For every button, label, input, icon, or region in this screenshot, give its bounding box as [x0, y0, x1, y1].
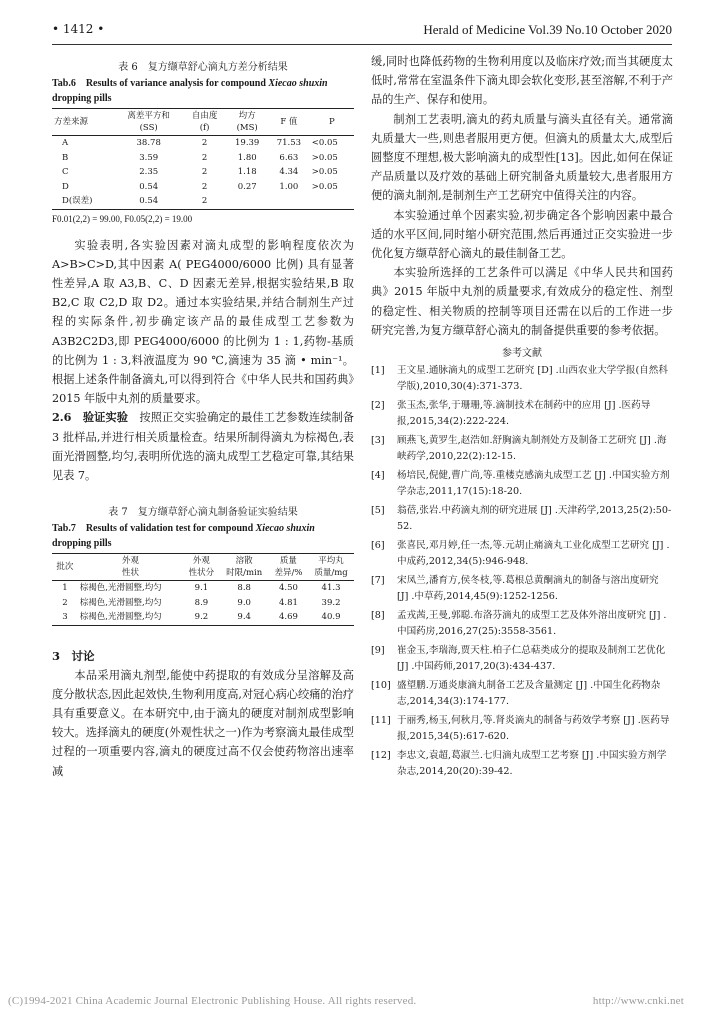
table7-cell: 棕褐色,光滑圆整,均匀 — [79, 583, 162, 594]
table6-header: 自由度 (f) — [191, 111, 218, 133]
table7-header: 平均丸 质量/mg — [314, 556, 348, 579]
table7-title-en: Tab.7 Results of validation test for compound Xiecao shuxin dropping pills — [52, 523, 315, 550]
page-number: • 1412 • — [52, 22, 105, 36]
copyright-footer: (C)1994-2021 China Academic Journal Electronic Publishing House. All rights reserved. — [8, 995, 417, 1007]
table6-cell: >0.05 — [311, 152, 338, 163]
table7-cell: 40.9 — [321, 612, 341, 623]
table7-cell: 4.69 — [278, 612, 298, 623]
reference-number: [12] — [371, 750, 391, 762]
reference-text: 盛望鹏.万通炎康滴丸制备工艺及含量测定 [J] .中国生化药物杂志,2014,34(3):174-177. — [397, 680, 661, 708]
reference-number: [4] — [371, 470, 385, 482]
reference-number: [9] — [371, 645, 385, 657]
reference-number: [10] — [371, 680, 391, 692]
reference-item — [371, 538, 673, 570]
table6-cell: 4.34 — [279, 167, 299, 177]
reference-number: [3] — [371, 435, 385, 447]
right-paragraph-2: 本实验通过单个因素实验,初步确定各个影响因素中最合适的水平区间,同时缩小研究范围,然后再通过正交实验进一步优化复方缬草舒心滴丸的最佳制备工艺。 — [371, 208, 673, 261]
table7-cell: 8.8 — [237, 583, 251, 594]
table6-cell: 2 — [201, 196, 208, 206]
reference-item — [371, 398, 673, 430]
table6-cell: C — [62, 167, 69, 177]
table6-cell: >0.05 — [311, 181, 338, 192]
table6-cell: >0.05 — [311, 167, 338, 177]
right-paragraph-0: 缓,同时也降低药物的生物利用度以及临床疗效;而当其硬度太低时,常常在室温条件下滴丸即会软化变形,甚至溶解,不利于产品的生产、保存和使用。 — [371, 55, 673, 107]
table6-cell: D(误差) — [62, 196, 93, 206]
table6-header: 方差来源 — [54, 117, 89, 127]
table6-cell: 1.00 — [279, 181, 299, 192]
reference-item — [371, 573, 673, 605]
table6-cell: D — [62, 181, 69, 192]
table7-cell: 棕褐色,光滑圆整,均匀 — [79, 597, 162, 608]
table7-cell: 8.9 — [194, 597, 209, 608]
table6-cell: <0.05 — [311, 138, 338, 148]
table6-cell: 2 — [201, 152, 208, 163]
table6-title-en: Tab.6 Results of variance analysis for compound Xiecao shuxin dropping pills — [52, 78, 328, 104]
reference-item — [371, 713, 673, 745]
table6-cell: 6.63 — [279, 152, 299, 163]
reference-text: 崔金玉,李瑞海,贾天柱.柏子仁总萜类成分的提取及制剂工艺优化 [J] .中国药师,2017,20(3):434-437. — [397, 645, 666, 673]
table7-row — [52, 610, 354, 625]
reference-item — [371, 643, 673, 675]
table6-cell — [226, 194, 268, 209]
reference-text: 杨培民,倪健,曹广尚,等.重楼克感滴丸成型工艺 [J] .中国实验方剂学杂志,2011,17(15):18-20. — [397, 470, 670, 498]
table6-cell: 71.53 — [276, 138, 302, 148]
table7 — [52, 553, 354, 626]
header-rule — [52, 44, 672, 45]
right-paragraph-3: 本实验所选择的工艺条件可以满足《中华人民共和国药典》2015 年版中丸剂的质量要求,有效成分的稳定性、剂型的稳定性、相关物质的控制等项目还需在以后的工作进一步研究完善,为复方缬草舒心滴丸的制备提供重要的参考依据。 — [371, 266, 673, 337]
right-paragraph-1: 制剂工艺表明,滴丸的药丸质量与滴头直径有关。通常滴丸质量大一些,则患者服用更方便。但滴丸的质量太大,成型后圆整度不理想,极大影响滴丸的成型性[13]。因此,如何在保证产品质量以及疗效的基础上研究制备丸质量较大,患者服用方便的滴丸制剂,是制剂生产工艺研究中值得关注的内容。 — [371, 112, 673, 203]
table6-row — [52, 194, 354, 209]
table7-header: 质量 差异/% — [274, 556, 303, 579]
table6-cell — [310, 194, 354, 209]
reference-item — [371, 468, 673, 500]
table6-cell: 1.18 — [237, 167, 257, 177]
reference-number: [7] — [371, 575, 385, 587]
journal-header: Herald of Medicine Vol.39 No.10 October 2020 — [423, 22, 672, 37]
reference-text: 顾燕飞,黄罗生,赵浩如.舒胸滴丸制剂处方及制备工艺研究 [J] .海峡药学,2010,22(2):12-15. — [397, 435, 667, 463]
table6-header: P — [329, 117, 335, 127]
references-list — [371, 363, 673, 780]
table6-cell: A — [62, 138, 69, 148]
right-column — [371, 52, 673, 783]
table6-footnote: F0.01(2,2) = 99.00, F0.05(2,2) = 19.00 — [52, 213, 193, 224]
table6-header: 离差平方和 (SS) — [127, 111, 170, 133]
table7-cell: 4.50 — [278, 583, 298, 594]
table6-cell: 19.39 — [235, 138, 260, 148]
table6-cell: 3.59 — [139, 152, 159, 163]
reference-item — [371, 608, 673, 640]
table6-cell: 2 — [201, 138, 208, 148]
reference-item — [371, 503, 673, 535]
table6-cell: 38.78 — [136, 138, 161, 148]
table7-header: 溶散 时限/min — [226, 556, 263, 579]
table7-header: 批次 — [56, 562, 74, 573]
discussion-heading: 3 讨论 — [52, 648, 95, 663]
reference-number: [8] — [371, 610, 385, 622]
table7-title-cn: 表 7 复方缬草舒心滴丸制备验证实验结果 — [108, 507, 298, 519]
reference-item — [371, 678, 673, 710]
table7-cell: 4.81 — [278, 597, 298, 608]
table7-cell: 39.2 — [321, 597, 341, 608]
table6-cell: 0.54 — [139, 196, 159, 206]
reference-number: [6] — [371, 540, 385, 552]
table6-row — [52, 151, 354, 166]
reference-item — [371, 433, 673, 465]
table7-cell: 9.1 — [194, 583, 209, 594]
left-paragraph-1: 实验表明,各实验因素对滴丸成型的影响程度依次为 A>B>C>D,其中因素 A( PEG4000/6000 比例) 具有显著性差异,A 取 A3,B、C、D 因素无差异,根据实验结果,B 取 B2,C 取 C2,D 取 D2。通过本实验结果,并结合制剂生产过程的实际条件,初步确定该产品的最佳成型工艺参数为 A3B2C2D3,即 PEG4000/6000 的比例为 1 : 1,药物-基质的比例为 1 : 3,料液温度为 90 ℃,滴速为 35 滴 • min⁻¹。根据上述条件制备滴丸,可以得到符合《中华人民共和国药典》2015 年版中丸剂的质量要求。 — [52, 238, 354, 406]
left-column — [52, 52, 354, 781]
table6-cell: B — [62, 152, 69, 163]
references-title: 参考文献 — [502, 348, 542, 360]
table6-title-cn: 表 6 复方缬草舒心滴丸方差分析结果 — [118, 62, 288, 73]
table7-cell: 3 — [62, 612, 68, 623]
reference-text: 李忠文,袁超,葛淑兰.七归滴丸成型工艺考察 [J] .中国实验方剂学杂志,2014,20(20):39-42. — [397, 750, 667, 778]
reference-number: [1] — [371, 365, 385, 377]
table7-cell: 9.2 — [194, 612, 209, 623]
reference-text: 宋凤兰,潘育方,侯冬枝,等.葛根总黄酮滴丸的制备与溶出度研究 [J] .中草药,2014,45(9):1252-1256. — [397, 575, 659, 603]
table6-cell: 0.54 — [139, 181, 159, 192]
table6-row — [52, 180, 354, 195]
table6-cell — [268, 194, 310, 209]
table7-cell: 2 — [62, 597, 68, 608]
reference-text: 孟戎茜,王曼,郭聪.布洛芬滴丸的成型工艺及体外溶出度研究 [J] .中国药房,2016,27(25):3558-3561. — [397, 610, 667, 638]
table7-row — [52, 596, 354, 611]
reference-number: [5] — [371, 505, 385, 517]
table7-cell: 棕褐色,光滑圆整,均匀 — [79, 612, 162, 623]
table7-cell: 41.3 — [321, 583, 341, 594]
reference-number: [2] — [371, 400, 385, 412]
table7-header: 外观 性状分 — [188, 556, 215, 579]
table6-cell: 2.35 — [139, 167, 159, 177]
table6-header: 均方 (MS) — [236, 111, 258, 133]
table7-header: 外观 性状 — [122, 556, 140, 579]
table6-cell: 0.27 — [237, 181, 257, 192]
table7-cell: 1 — [62, 583, 68, 594]
table6-cell: 1.80 — [237, 152, 257, 163]
table6-cell: 2 — [201, 181, 208, 192]
reference-text: 翁蓓,张岩.中药滴丸剂的研究进展 [J] .天津药学,2013,25(2):50-52. — [397, 505, 672, 533]
table6-cell: 2 — [201, 167, 208, 177]
section-2-6: 2.6 验证实验 按照正交实验确定的最佳工艺参数连续制备 3 批样品,并进行相关质量检查。结果所制得滴丸为棕褐色,表面光滑圆整,均匀,表明所优选的滴丸成型工艺稳定可靠,其结果见表 7。 — [52, 410, 354, 482]
table6-row — [52, 165, 354, 180]
table7-row — [52, 581, 354, 596]
table7-cell: 9.4 — [237, 612, 251, 623]
reference-text: 张玉杰,张华,于珊珊,等.滴制技术在制药中的应用 [J] .医药导报,2015,34(2):222-224. — [397, 400, 651, 428]
reference-item — [371, 363, 673, 395]
table6-header: F 值 — [280, 117, 298, 127]
cnki-link[interactable]: http://www.cnki.net — [592, 995, 684, 1007]
table6-row — [52, 136, 354, 151]
table7-cell: 9.0 — [237, 597, 251, 608]
reference-text: 张喜民,邓月婷,任一杰,等.元胡止痛滴丸工业化成型工艺研究 [J] .中成药,2012,34(5):946-948. — [397, 540, 670, 568]
discussion-paragraph: 本品采用滴丸剂型,能使中药提取的有效成分呈溶解及高度分散状态,因此起效快,生物利用度高,对冠心病心绞痛的治疗具有重要意义。在本研究中,由于滴丸的硬度对制剂成型影响较大。选择滴丸的硬度(外观性状之一)作为考察滴丸最佳成型过程的一项重要内容,滴丸的硬度过高不仅会使药物溶出速率减 — [52, 668, 354, 778]
table6 — [52, 108, 354, 210]
reference-number: [11] — [371, 715, 391, 727]
reference-text: 王文星.通脉滴丸的成型工艺研究 [D] .山西农业大学学报(自然科学版),2010,30(4):371-373. — [397, 365, 668, 393]
reference-item — [371, 748, 673, 780]
reference-text: 于丽秀,杨玉,何秋月,等.肾炎滴丸的制备与药效学考察 [J] .医药导报,2015,34(5):617-620. — [397, 715, 670, 743]
